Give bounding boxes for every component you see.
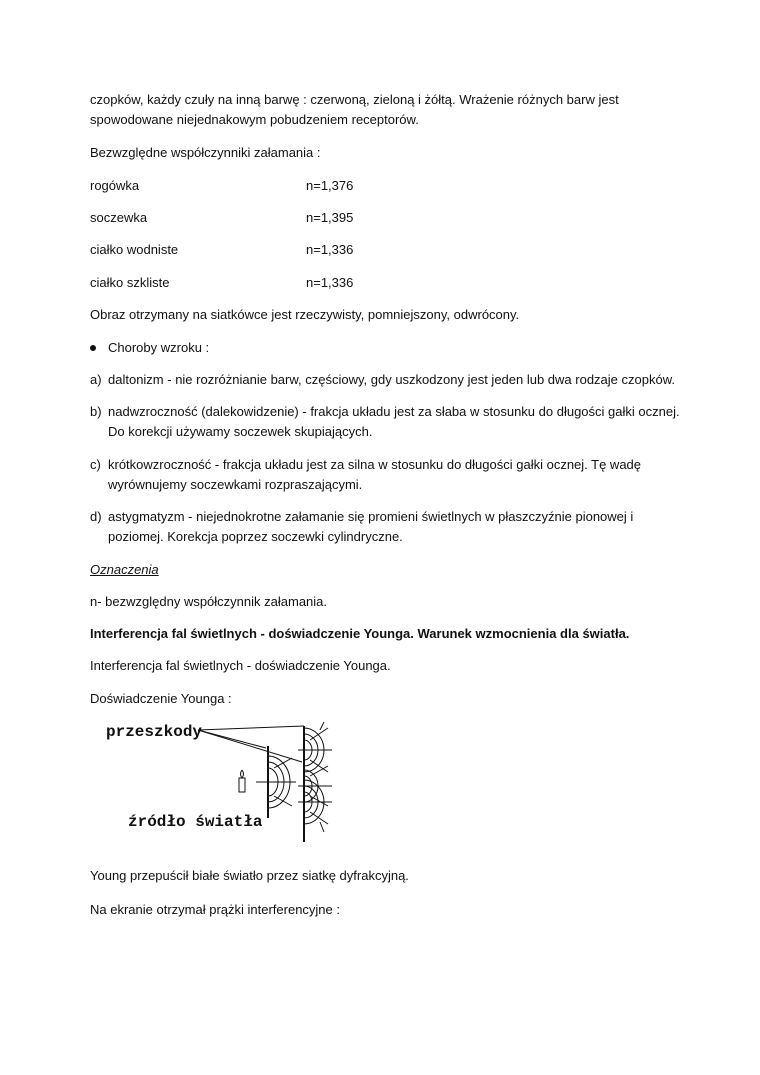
candle-icon [239,770,245,792]
intro-line-1: czopków, każdy czuły na inną barwę : czerwoną, zieloną i żółtą. Wrażenie różnych barw jest [90,92,619,107]
young-experiment-figure [106,718,356,848]
wavefronts-first [256,756,296,808]
refraction-row-value: n=1,336 [306,275,354,290]
list-item-line-2: wyrównujemy soczewkami rozpraszającymi. [108,477,363,492]
list-marker: c) [90,457,101,472]
section-subtitle: Interferencja fal świetlnych - doświadczenie Younga. [90,658,391,673]
obstacles-label: przeszkody [106,723,203,741]
outro-line-1: Young przepuścił białe światło przez siatkę dyfrakcyjną. [90,868,409,883]
refraction-row-label: soczewka [90,210,148,225]
young-label: Doświadczenie Younga : [90,691,232,706]
image-note: Obraz otrzymany na siatkówce jest rzeczywisty, pomniejszony, odwrócony. [90,307,520,322]
list-item-line-1: krótkowzroczność - frakcja układu jest za silna w stosunku do długości gałki ocznej. Tę wadę [108,457,642,472]
list-item-line-1: nadwzroczność (dalekowidzenie) - frakcja układu jest za słaba w stosunku do długości gałki ocznej. [108,404,680,419]
refraction-row-value: n=1,336 [306,242,354,257]
list-item-line-2: poziomej. Korekcja poprzez soczewki cylindryczne. [108,529,403,544]
refraction-row-label: ciałko szkliste [90,275,170,290]
refraction-row-value: n=1,395 [306,210,354,225]
light-source-label: źródło światła [128,813,263,831]
intro-line-2: spowodowane niejednakowym pobudzeniem receptorów. [90,112,419,127]
section-title: Interferencja fal świetlnych - doświadczenie Younga. Warunek wzmocnienia dla światła. [90,626,630,641]
list-item-line-1: astygmatyzm - niejednokrotne załamanie się promieni świetlnych w płaszczyźnie pionowej i [108,509,634,524]
refraction-row-label: rogówka [90,178,140,193]
refraction-row-value: n=1,376 [306,178,354,193]
outro-line-2: Na ekranie otrzymał prążki interferencyjne : [90,902,340,917]
list-marker: d) [90,509,102,524]
refraction-row-label: ciałko wodniste [90,242,179,257]
pointer-lines [198,726,304,762]
list-item-line-1: daltonizm - nie rozróżnianie barw, częściowy, gdy uszkodzony jest jeden lub dwa rodzaje czopków. [108,372,675,387]
list-marker: a) [90,372,102,387]
notation-heading: Oznaczenia [90,562,159,577]
refraction-heading: Bezwzględne współczynniki załamania : [90,145,321,160]
bullet-dot-icon [90,345,96,351]
notation-text: n- bezwzględny współczynnik załamania. [90,594,328,609]
list-marker: b) [90,404,102,419]
list-item-line-2: Do korekcji używamy soczewek skupiających. [108,424,373,439]
diseases-heading: Choroby wzroku : [108,340,210,355]
